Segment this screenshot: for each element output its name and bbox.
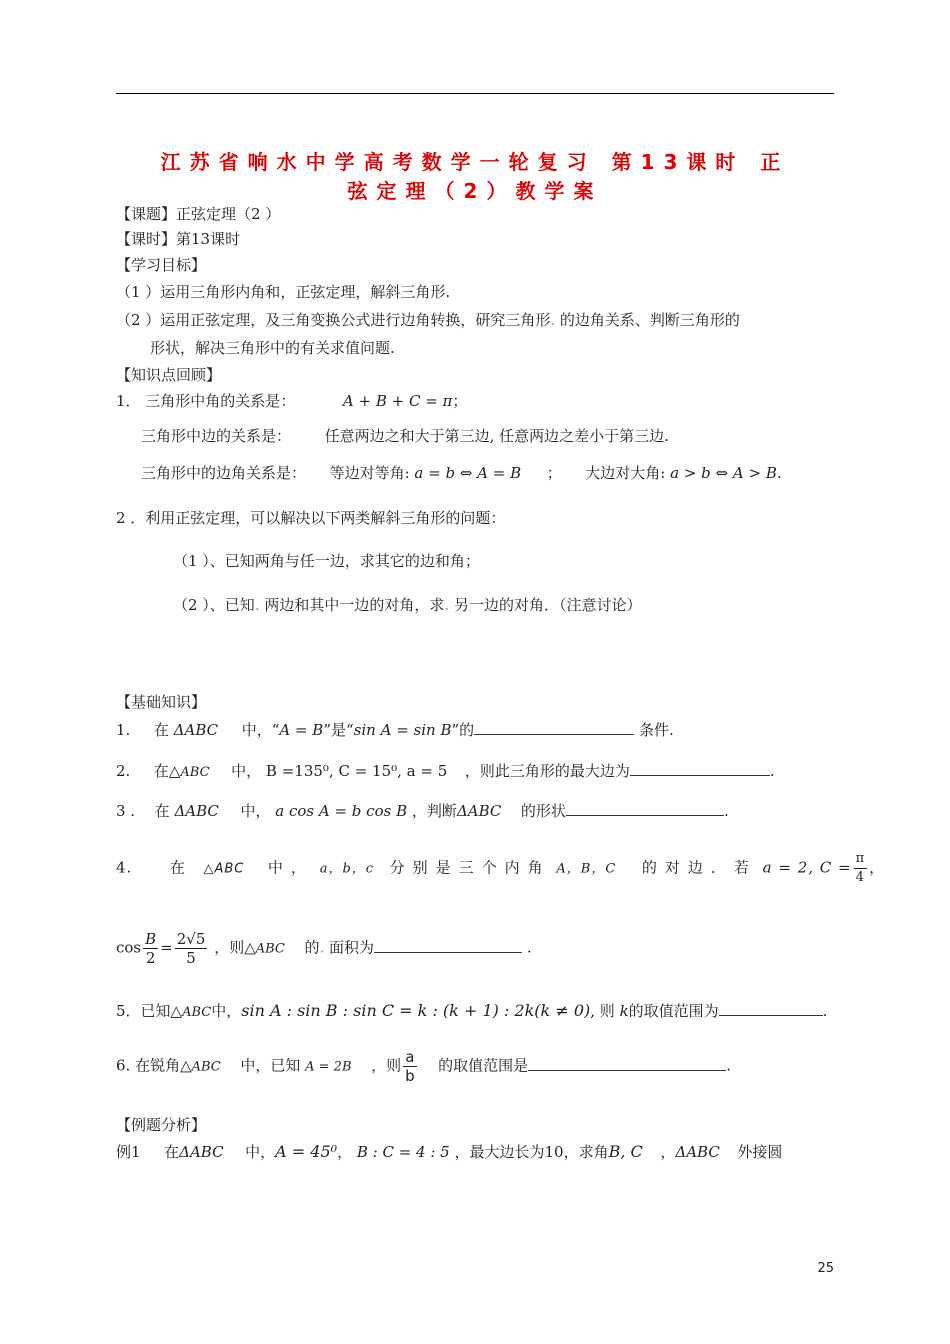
topic: 【课题】正弦定理（2 ） (116, 205, 281, 223)
question-4: 4. 在 △ABC 中， a，b，c 分别是三个内角 A，B，C 的对边．若 a = 2, C = $\frac{\pi}{4}$ ， (116, 851, 886, 885)
equal-side-formula: a = b ⇔ A = B (414, 464, 522, 482)
angle-sum-formula: A + B + C = π (342, 392, 453, 410)
question-1: 1. 在 ΔABC 中，“A = B”是“sin A = sin B”的 条件. (116, 721, 674, 739)
answer-blank[interactable] (528, 1056, 726, 1071)
a-over-b: $\frac{a}{b}$ (405, 1048, 415, 1085)
review-edge-angle: 三角形中的边角关系是： 等边对等角: a = b ⇔ A = B ； 大边对大角: a > b ⇔ A > B. (141, 464, 782, 482)
goal-2-b: 的边角关系、判断三角形的 (559, 311, 740, 329)
question-5: 5．已知△ABC中，sin A : sin B : sin C = k : (k + 1) : 2k(k ≠ 0), 则 k的取值范围为 . (116, 1001, 828, 1020)
question-3: 3 . 在 ΔABC 中， a cos A = b cos B ，判断ΔABC 的形状 . (116, 802, 729, 820)
goal-2: （2 ）运用正弦定理，及三角变换公式进行边角转换，研究三角形. 的边角关系、判断三角形的 (116, 311, 740, 329)
larger-side-formula: a > b ⇔ A > B (670, 464, 777, 482)
review-side (141, 425, 669, 447)
question-4-cont: cos $\frac{B}{2}$ = $\frac{2√5}{5}$ ，则△ABC 的. 面积为 . (116, 930, 532, 967)
answer-blank[interactable] (566, 801, 724, 816)
review-item-2-1: （1 ）、已知两角与任一边，求其它的边和角； (173, 552, 480, 570)
goal-1: （1 ）运用三角形内角和，正弦定理，解斜三角形. (116, 283, 451, 301)
answer-blank[interactable] (474, 720, 634, 735)
two-root-five-over-five: $\frac{2√5}{5}$ (176, 930, 206, 967)
basics-heading: 【基础知识】 (116, 693, 207, 711)
goals-heading: 【学习目标】 (116, 256, 207, 274)
pi-over-four: $\frac{\pi}{4}$ (855, 851, 866, 885)
page-number: 25 (817, 1261, 834, 1276)
question-2: 2. 在△ABC 中， B =135⁰, C = 15⁰, a = 5 ，则此三角形的最大边为 . (116, 762, 775, 780)
header-rule (116, 93, 834, 94)
review-item-2-2: （2 ）、已知. 两边和其中一边的对角，求. 另一边的对角．（注意讨论） (173, 596, 642, 614)
answer-blank[interactable] (719, 1001, 823, 1016)
goal-2-a: （2 ）运用正弦定理，及三角变换公式进行边角转换，研究三角形 (116, 311, 551, 329)
review-side-label: 三角形中边的关系是： (141, 427, 292, 445)
review-edge-angle-label: 三角形中的边角关系是： (141, 464, 307, 482)
question-6: 6. 在锐角△ABC 中，已知 A = 2B ，则 $\frac{a}{b}$ 的取值范围是 . (116, 1048, 731, 1085)
review-item-1: 1． 三角形中角的关系是： A + B + C = π； (116, 392, 468, 410)
answer-blank[interactable] (630, 761, 770, 776)
review-item-2: 2 ．利用正弦定理，可以解决以下两类解斜三角形的问题： (116, 509, 506, 527)
answer-blank[interactable] (374, 938, 522, 953)
doc-title-line1: 江苏省响水中学高考数学一轮复习 第13课时 正 (160, 150, 790, 174)
examples-heading: 【例题分析】 (116, 1116, 207, 1134)
goal-2-cont: 形状，解决三角形中的有关求值问题. (150, 339, 395, 357)
review-side-text: 任意两边之和大于第三边, 任意两边之差小于第三边. (324, 427, 669, 445)
doc-title-line2: 弦定理（2）教学案 (347, 179, 603, 203)
review-heading: 【知识点回顾】 (116, 366, 222, 384)
period: 【课时】第13课时 (116, 230, 241, 248)
example-1: 例1 在ΔABC 中，A = 45⁰， B : C = 4 : 5 ，最大边长为10，求角B, C ，ΔABC 外接圆 (116, 1142, 783, 1161)
review-angle-label: 1． 三角形中角的关系是： (116, 392, 296, 410)
b-over-two: $\frac{B}{2}$ (145, 930, 157, 967)
